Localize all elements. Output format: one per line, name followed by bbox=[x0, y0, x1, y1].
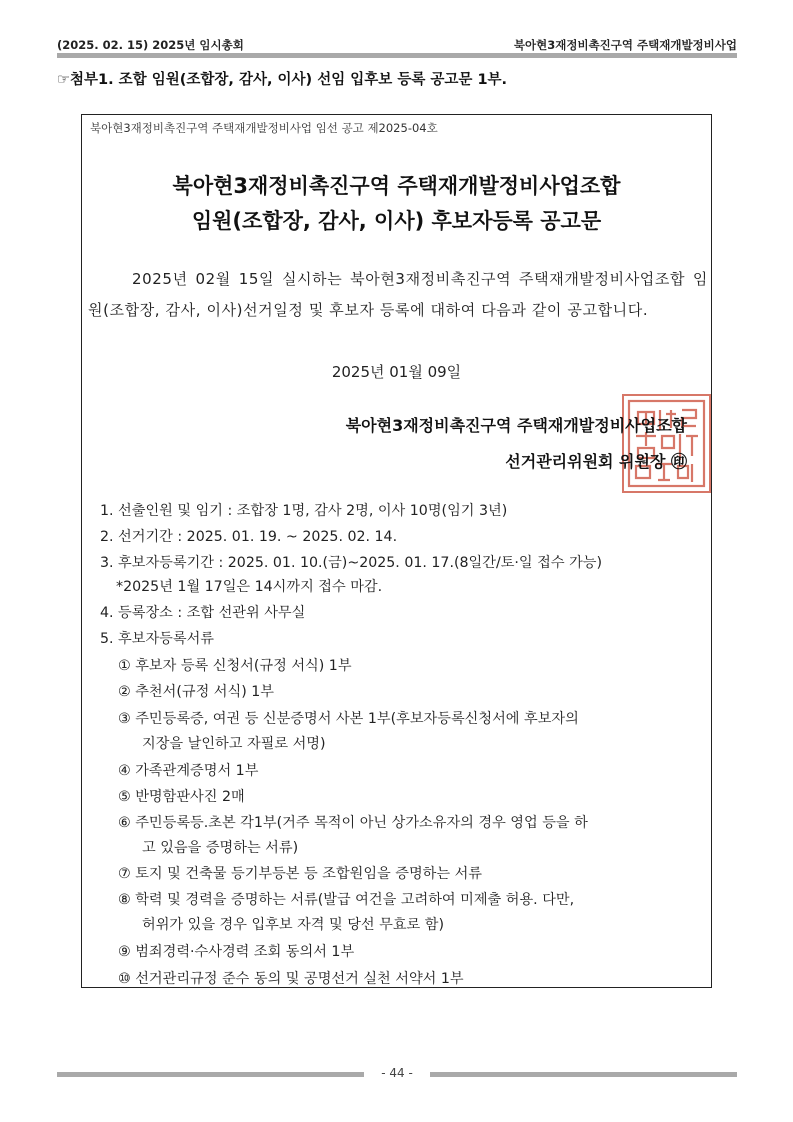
notice-date: 2025년 01월 09일 bbox=[331, 363, 462, 381]
notice-item: 1. 선출인원 및 임기 : 조합장 1명, 감사 2명, 이사 10명(임기 3년) bbox=[100, 503, 508, 519]
issuer-org-line2: 선거관리위원회 위원장 ㊞ bbox=[505, 452, 687, 471]
header-left: (2025. 02. 15) 2025년 임시총회 bbox=[57, 38, 244, 52]
document-list-item: ⑤ 반명함판사진 2매 bbox=[118, 789, 245, 805]
notice-item: 3. 후보자등록기간 : 2025. 01. 10.(금)~2025. 01. 17.(8일간/토·일 접수 가능) bbox=[100, 555, 603, 571]
document-list-item: ④ 가족관계증명서 1부 bbox=[118, 763, 259, 779]
document-list-item: ⑨ 범죄경력·수사경력 조회 동의서 1부 bbox=[118, 944, 355, 960]
document-list-item-continued: 지장을 날인하고 자필로 서명) bbox=[142, 736, 326, 752]
notice-intro: 2025년 02월 15일 실시하는 북아현3재정비촉진구역 주택재개발정비사업조합 임원(조합장, 감사, 이사)선거일정 및 후보자 등록에 대하여 다음과 같이 공고합니다. bbox=[88, 270, 708, 319]
notice-box bbox=[81, 114, 712, 988]
notice-title-line1: 북아현3재정비촉진구역 주택재개발정비사업조합 bbox=[172, 174, 621, 198]
document-list-item: ⑥ 주민등록등.초본 각1부(거주 목적이 아닌 상가소유자의 경우 영업 등을 하 bbox=[118, 815, 588, 831]
header-divider bbox=[57, 53, 737, 58]
notice-item: 2. 선거기간 : 2025. 01. 19. ~ 2025. 02. 14. bbox=[100, 529, 398, 545]
notice-item-note: *2025년 1월 17일은 14시까지 접수 마감. bbox=[116, 579, 383, 595]
document-list-item: ② 추천서(규정 서식) 1부 bbox=[118, 684, 274, 700]
seal-glyph-icon bbox=[624, 396, 709, 491]
page-number: - 44 - bbox=[381, 1066, 413, 1080]
issuer-org-line1: 북아현3재정비촉진구역 주택재개발정비사업조합 bbox=[345, 416, 687, 435]
notice-reference: 북아현3재정비촉진구역 주택재개발정비사업 임선 공고 제2025-04호 bbox=[90, 121, 438, 135]
document-list-item: ⑦ 토지 및 건축물 등기부등본 등 조합원임을 증명하는 서류 bbox=[118, 866, 483, 882]
notice-item: 5. 후보자등록서류 bbox=[100, 631, 214, 647]
attachment-title: ☞첨부1. 조합 임원(조합장, 감사, 이사) 선임 입후보 등록 공고문 1부. bbox=[57, 72, 508, 88]
footer-divider-right bbox=[430, 1072, 737, 1077]
notice-title-line2: 임원(조합장, 감사, 이사) 후보자등록 공고문 bbox=[191, 209, 602, 233]
document-list-item: ⑩ 선거관리규정 준수 동의 및 공명선거 실천 서약서 1부 bbox=[118, 971, 464, 987]
notice-item: 4. 등록장소 : 조합 선관위 사무실 bbox=[100, 605, 306, 621]
document-list-item: ③ 주민등록증, 여권 등 신분증명서 사본 1부(후보자등록신청서에 후보자의 bbox=[118, 711, 579, 727]
document-list-item: ① 후보자 등록 신청서(규정 서식) 1부 bbox=[118, 658, 352, 674]
official-seal-stamp bbox=[622, 394, 711, 493]
header-right: 북아현3재정비촉진구역 주택재개발정비사업 bbox=[513, 38, 737, 52]
document-list-item-continued: 허위가 있을 경우 입후보 자격 및 당선 무효로 함) bbox=[142, 917, 445, 933]
document-list-item-continued: 고 있음을 증명하는 서류) bbox=[142, 840, 299, 856]
footer-divider-left bbox=[57, 1072, 364, 1077]
document-list-item: ⑧ 학력 및 경력을 증명하는 서류(발급 여건을 고려하여 미제출 허용. 다만, bbox=[118, 892, 575, 908]
